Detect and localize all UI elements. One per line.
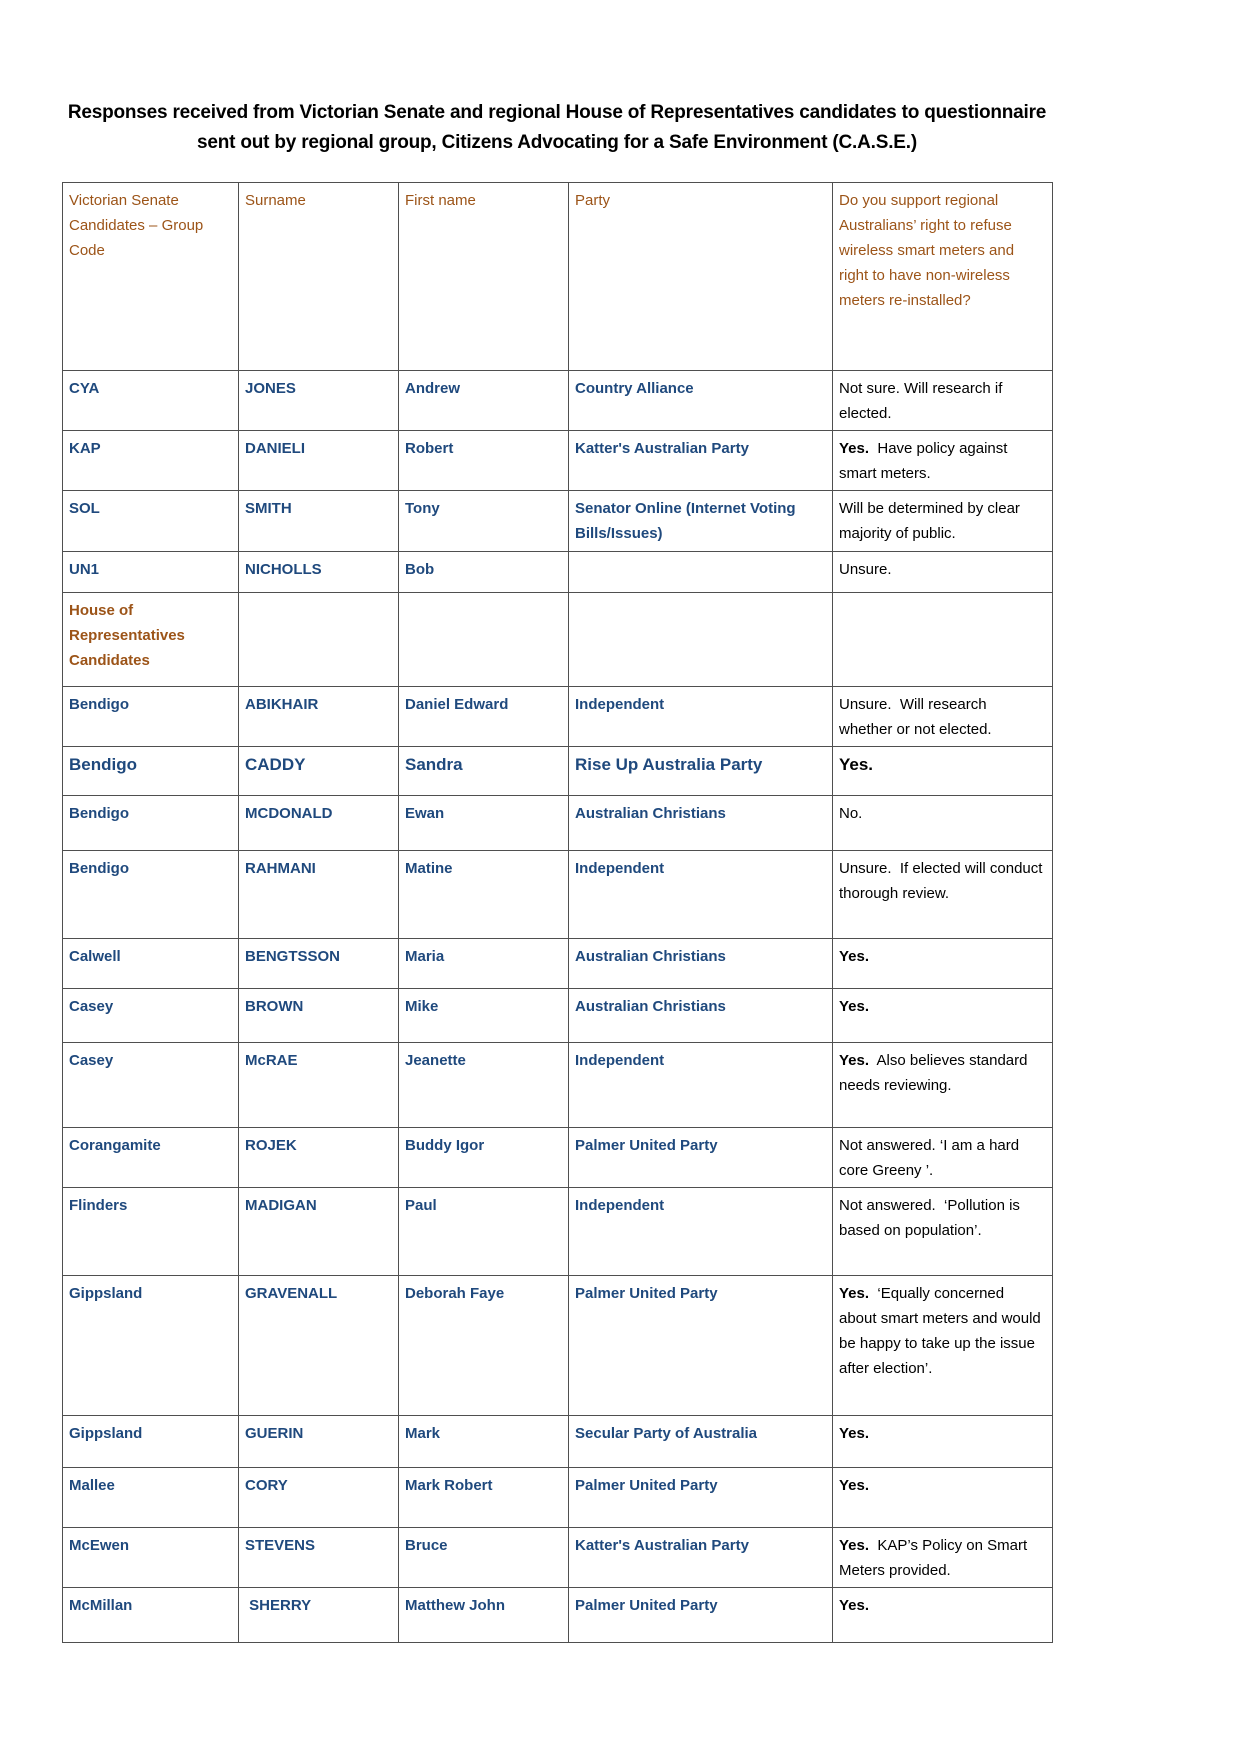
cell-party — [569, 593, 833, 687]
table-row — [63, 1468, 1053, 1528]
cell-party: Independent — [569, 851, 833, 939]
response-lead: Yes. — [839, 440, 870, 457]
cell-response — [833, 593, 1053, 687]
cell-electorate: Corangamite — [63, 1128, 239, 1188]
section-label-house-of-representatives: House of Representatives Candidates — [63, 593, 239, 687]
cell-surname: BENGTSSON — [239, 939, 399, 989]
response-detail: Have policy against smart meters. — [839, 440, 1012, 482]
response-detail: Also believes standard needs reviewing. — [839, 1052, 1032, 1094]
cell-response — [833, 796, 1053, 851]
cell-electorate: Bendigo — [63, 747, 239, 796]
table-row — [63, 431, 1053, 491]
response-lead: Yes. — [839, 948, 870, 965]
cell-response — [833, 371, 1053, 431]
cell-surname: RAHMANI — [239, 851, 399, 939]
cell-surname: NICHOLLS — [239, 552, 399, 593]
cell-party: Palmer United Party — [569, 1468, 833, 1528]
cell-response — [833, 431, 1053, 491]
cell-response — [833, 1416, 1053, 1468]
table-header-row — [63, 183, 1053, 371]
cell-response — [833, 1588, 1053, 1643]
cell-electorate: Casey — [63, 1043, 239, 1128]
table-row — [63, 1588, 1053, 1643]
cell-first-name: Maria — [399, 939, 569, 989]
response-lead: Yes. — [839, 1052, 870, 1069]
cell-surname: JONES — [239, 371, 399, 431]
column-header-group-code: Victorian Senate Candidates – Group Code — [63, 183, 239, 371]
table-row — [63, 796, 1053, 851]
table-row — [63, 1043, 1053, 1128]
cell-surname: GUERIN — [239, 1416, 399, 1468]
table-row — [63, 552, 1053, 593]
column-header-question: Do you support regional Australians’ right to refuse wireless smart meters and right to have non-wireless meters re-installed? — [833, 183, 1053, 371]
cell-response — [833, 747, 1053, 796]
cell-party: Independent — [569, 1188, 833, 1276]
cell-electorate: McEwen — [63, 1528, 239, 1588]
cell-surname: STEVENS — [239, 1528, 399, 1588]
cell-electorate: Casey — [63, 989, 239, 1043]
cell-first-name: Andrew — [399, 371, 569, 431]
cell-party: Palmer United Party — [569, 1588, 833, 1643]
cell-party: Palmer United Party — [569, 1128, 833, 1188]
cell-response — [833, 1128, 1053, 1188]
response-detail: Unsure. If elected will conduct thorough review. — [839, 860, 1047, 902]
cell-response — [833, 1528, 1053, 1588]
cell-response — [833, 851, 1053, 939]
response-detail: No. — [839, 805, 863, 822]
cell-surname: SMITH — [239, 491, 399, 552]
response-lead: Yes. — [839, 1477, 870, 1494]
cell-group-code: CYA — [63, 371, 239, 431]
cell-electorate: Mallee — [63, 1468, 239, 1528]
response-lead: Yes. — [839, 1597, 870, 1614]
cell-party: Australian Christians — [569, 939, 833, 989]
document-title: Responses received from Victorian Senate and regional House of Representatives candidates to questionnaire sent out by regional group, Citizens Advocating for a Safe Environment (C.A.S.E.) — [67, 102, 1047, 153]
cell-response — [833, 1276, 1053, 1416]
cell-response — [833, 989, 1053, 1043]
cell-party: Country Alliance — [569, 371, 833, 431]
cell-first-name: Ewan — [399, 796, 569, 851]
cell-first-name — [399, 593, 569, 687]
column-header-party: Party — [569, 183, 833, 371]
cell-electorate: Gippsland — [63, 1416, 239, 1468]
cell-surname: CADDY — [239, 747, 399, 796]
cell-surname: CORY — [239, 1468, 399, 1528]
table-row — [63, 1188, 1053, 1276]
cell-surname: MCDONALD — [239, 796, 399, 851]
cell-response — [833, 1188, 1053, 1276]
cell-response — [833, 1043, 1053, 1128]
table-section-row — [63, 593, 1053, 687]
cell-electorate: Bendigo — [63, 687, 239, 747]
cell-first-name: Mike — [399, 989, 569, 1043]
table-row — [63, 939, 1053, 989]
responses-table — [62, 182, 1053, 1643]
cell-response — [833, 552, 1053, 593]
cell-party — [569, 552, 833, 593]
cell-surname: SHERRY — [239, 1588, 399, 1643]
response-detail: Will be determined by clear majority of public. — [839, 500, 1025, 542]
column-header-surname: Surname — [239, 183, 399, 371]
cell-first-name: Bruce — [399, 1528, 569, 1588]
cell-electorate: McMillan — [63, 1588, 239, 1643]
cell-response — [833, 491, 1053, 552]
cell-first-name: Mark — [399, 1416, 569, 1468]
cell-group-code: SOL — [63, 491, 239, 552]
cell-party: Senator Online (Internet Voting Bills/Issues) — [569, 491, 833, 552]
cell-response — [833, 939, 1053, 989]
cell-surname: ROJEK — [239, 1128, 399, 1188]
cell-first-name: Robert — [399, 431, 569, 491]
cell-surname: DANIELI — [239, 431, 399, 491]
response-detail: KAP’s Policy on Smart Meters provided. — [839, 1537, 1032, 1579]
table-row — [63, 1276, 1053, 1416]
cell-first-name: Matthew John — [399, 1588, 569, 1643]
cell-electorate: Bendigo — [63, 851, 239, 939]
response-detail: ‘Equally concerned about smart meters and would be happy to take up the issue after election’. — [839, 1285, 1045, 1377]
cell-party: Independent — [569, 687, 833, 747]
column-header-first-name: First name — [399, 183, 569, 371]
cell-first-name: Tony — [399, 491, 569, 552]
response-lead: Yes. — [839, 755, 874, 774]
table-row — [63, 687, 1053, 747]
cell-first-name: Mark Robert — [399, 1468, 569, 1528]
cell-party: Palmer United Party — [569, 1276, 833, 1416]
response-lead: Yes. — [839, 1537, 870, 1554]
response-lead: Yes. — [839, 1425, 870, 1442]
table-row — [63, 989, 1053, 1043]
response-lead: Yes. — [839, 998, 870, 1015]
cell-group-code: KAP — [63, 431, 239, 491]
cell-party: Katter's Australian Party — [569, 1528, 833, 1588]
cell-party: Australian Christians — [569, 796, 833, 851]
cell-party: Katter's Australian Party — [569, 431, 833, 491]
cell-electorate: Bendigo — [63, 796, 239, 851]
cell-party: Independent — [569, 1043, 833, 1128]
table-row — [63, 1528, 1053, 1588]
table-row — [63, 851, 1053, 939]
cell-party: Rise Up Australia Party — [569, 747, 833, 796]
table-row — [63, 747, 1053, 796]
cell-surname: GRAVENALL — [239, 1276, 399, 1416]
response-detail: Unsure. Will research whether or not elected. — [839, 696, 992, 738]
response-detail: Not sure. Will research if elected. — [839, 380, 1007, 422]
table-row — [63, 371, 1053, 431]
cell-surname: ABIKHAIR — [239, 687, 399, 747]
cell-party: Australian Christians — [569, 989, 833, 1043]
cell-surname: McRAE — [239, 1043, 399, 1128]
response-detail: Not answered. ‘Pollution is based on population’. — [839, 1197, 1025, 1239]
cell-surname: MADIGAN — [239, 1188, 399, 1276]
cell-surname — [239, 593, 399, 687]
table-row — [63, 491, 1053, 552]
table-row — [63, 1128, 1053, 1188]
cell-first-name: Bob — [399, 552, 569, 593]
cell-first-name: Jeanette — [399, 1043, 569, 1128]
cell-electorate: Calwell — [63, 939, 239, 989]
cell-first-name: Matine — [399, 851, 569, 939]
cell-response — [833, 687, 1053, 747]
response-detail: Unsure. — [839, 561, 892, 578]
cell-first-name: Paul — [399, 1188, 569, 1276]
cell-electorate: Gippsland — [63, 1276, 239, 1416]
cell-group-code: UN1 — [63, 552, 239, 593]
cell-first-name: Sandra — [399, 747, 569, 796]
cell-first-name: Daniel Edward — [399, 687, 569, 747]
table-row — [63, 1416, 1053, 1468]
response-detail: Not answered. ‘I am a hard core Greeny ’. — [839, 1137, 1024, 1179]
response-lead: Yes. — [839, 1285, 870, 1302]
cell-electorate: Flinders — [63, 1188, 239, 1276]
cell-surname: BROWN — [239, 989, 399, 1043]
cell-party: Secular Party of Australia — [569, 1416, 833, 1468]
cell-first-name: Deborah Faye — [399, 1276, 569, 1416]
cell-response — [833, 1468, 1053, 1528]
cell-first-name: Buddy Igor — [399, 1128, 569, 1188]
